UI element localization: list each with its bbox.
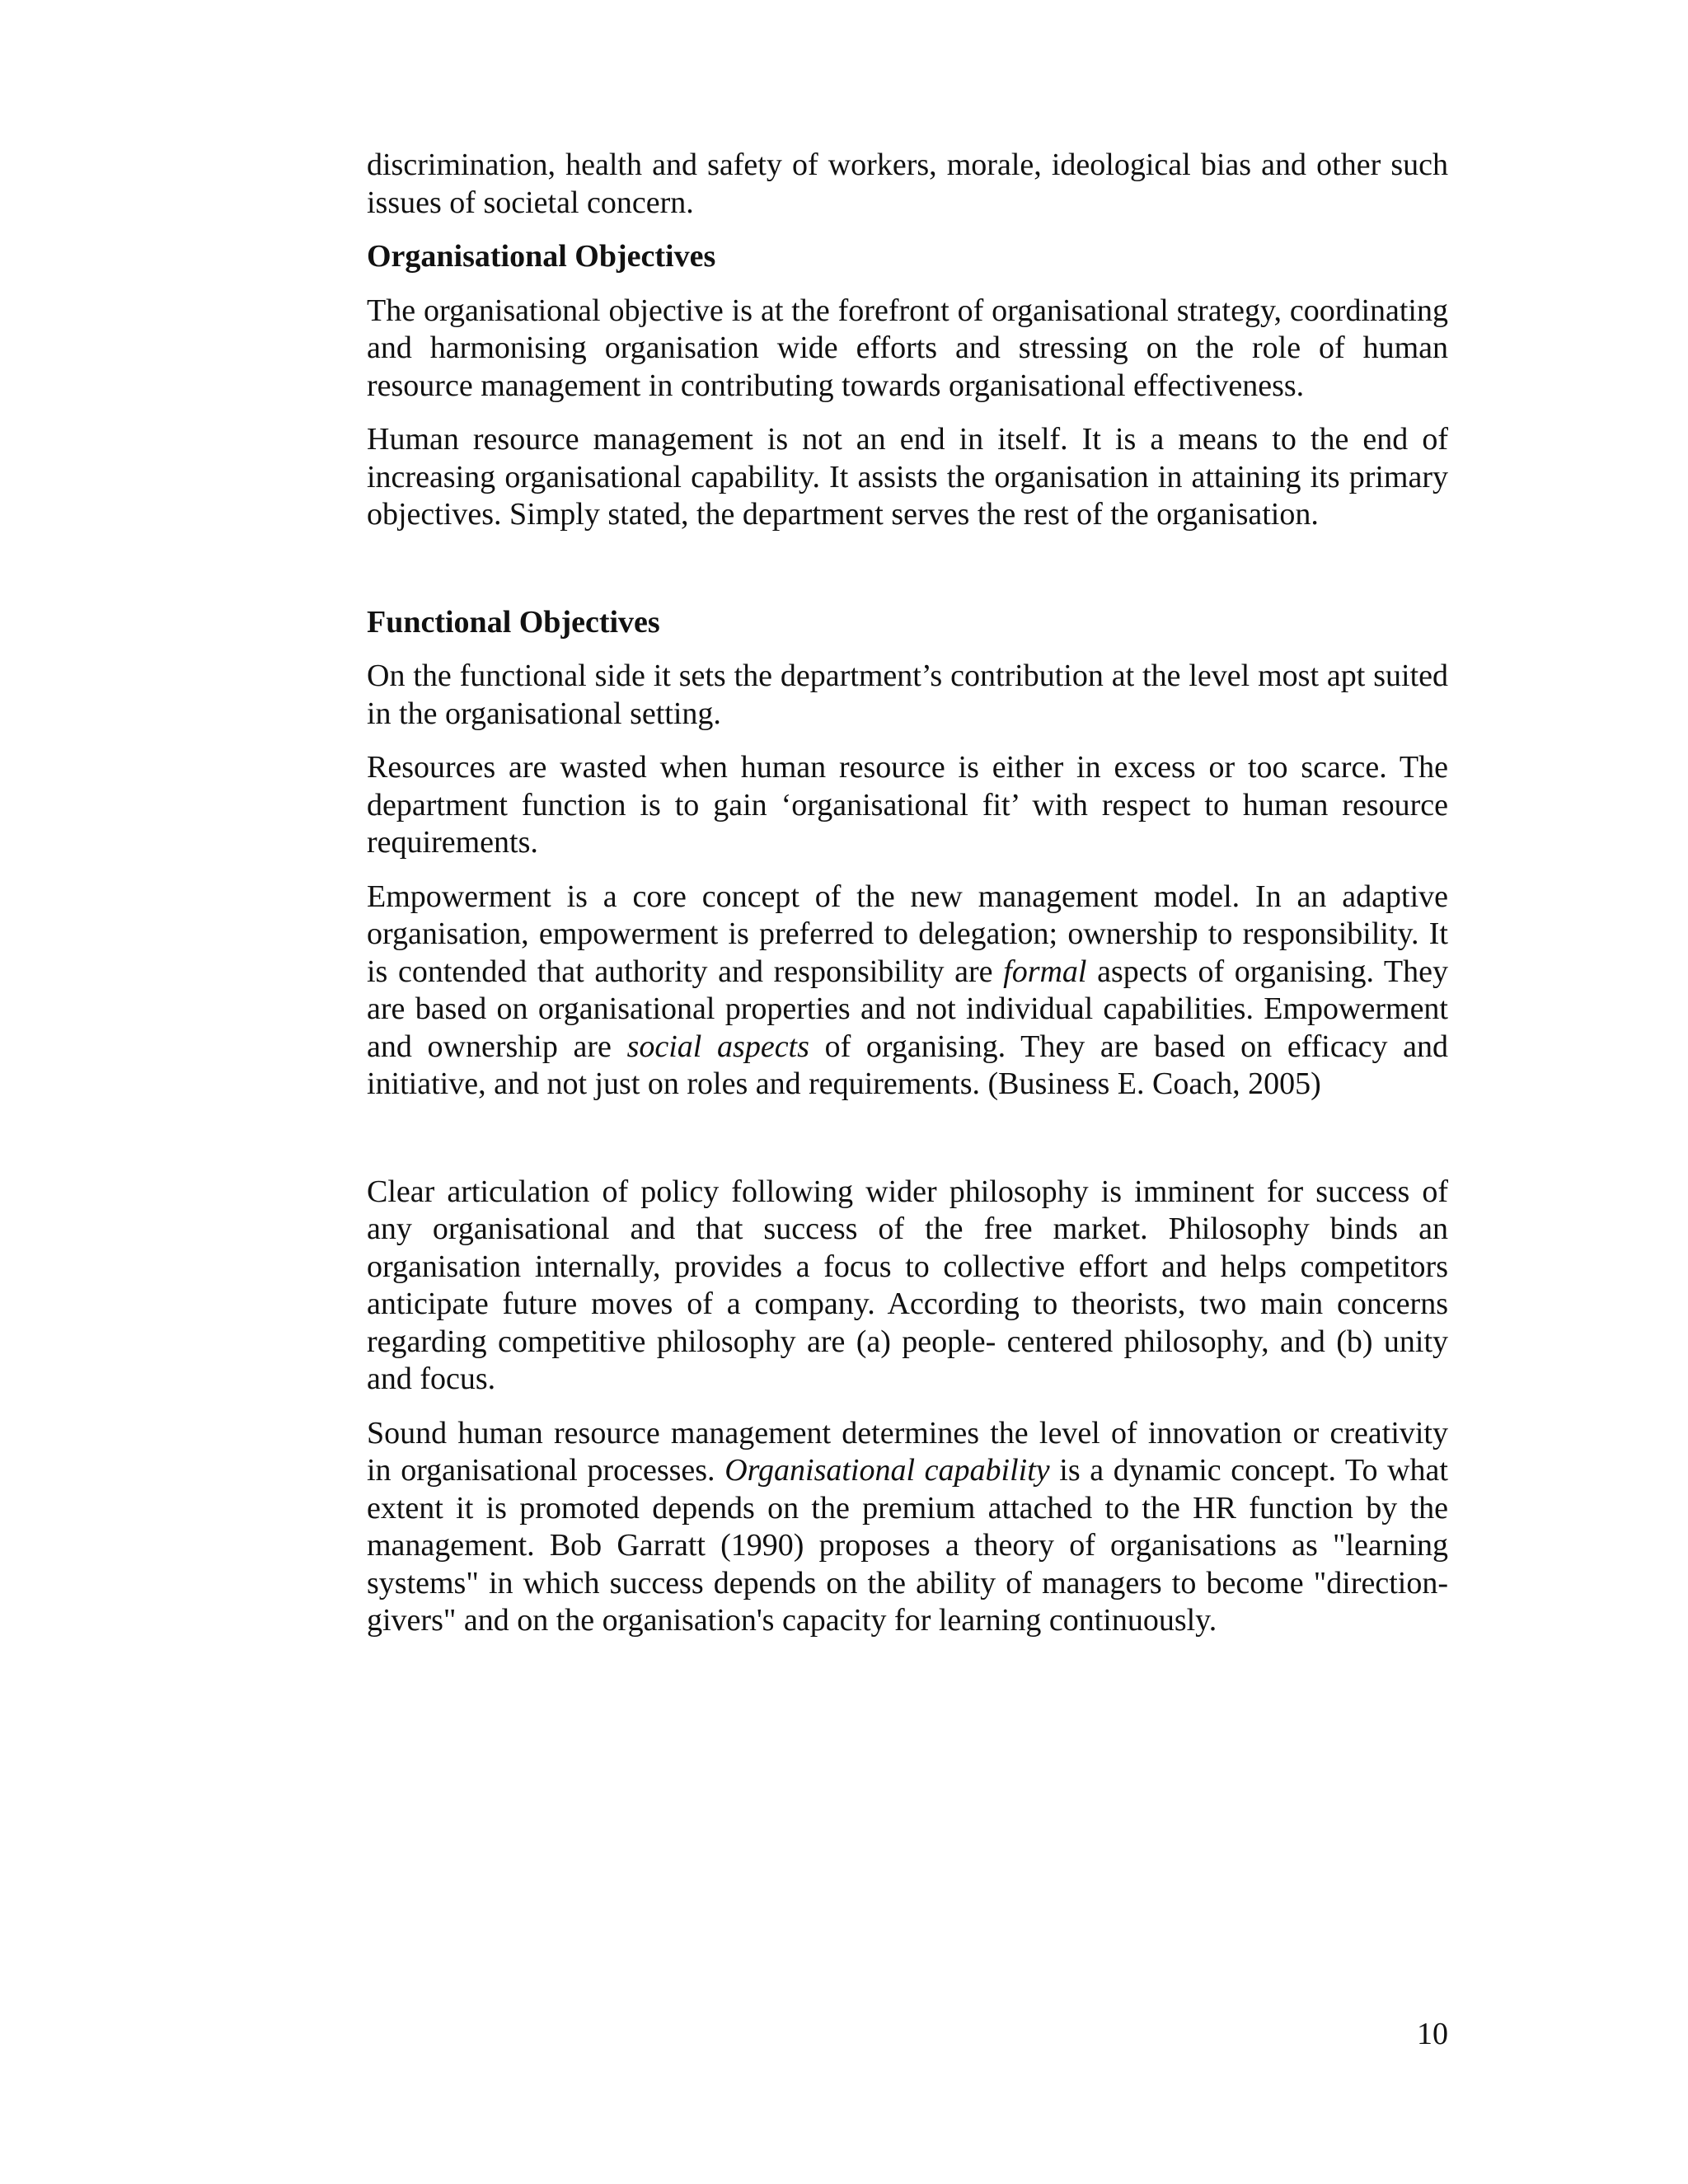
heading-functional-objectives: Functional Objectives	[367, 604, 660, 640]
paragraph-hrm-means-to-end: Human resource management is not an end in itself. It is a means to the end of increasing organisational capability. It assists the organisation in attaining its primary objectives. Simply stated, the department serves the rest of the organisation.	[367, 422, 1448, 532]
paragraph-resources-wasted: Resources are wasted when human resource is either in excess or too scarce. The department function is to gain ‘organisational fit’ with respect to human resource requirements.	[367, 750, 1448, 860]
empowerment-text-2: aspects of organising. They are based on organisational properties and not individual capabilities. Empowerment and ownership are	[367, 954, 1448, 1064]
empowerment-text-1: Empowerment is a core concept of the new management model. In an adaptive organisation, empowerment is preferred to delegation; ownership to responsibility. It is contended that authority and responsibility are	[367, 879, 1448, 989]
paragraph-organisational-objective: The organisational objective is at the forefront of organisational strategy, coordinating and harmonising organisation wide efforts and stressing on the role of human resource management in contributing towards organisational effectiveness.	[367, 293, 1448, 403]
empowerment-emphasis-formal: formal	[1003, 954, 1087, 989]
paragraph-policy-articulation: Clear articulation of policy following wider philosophy is imminent for success of any organisational and that success of the free market. Philosophy binds an organisation internally, provides a focus to collective effort and helps competitors anticipate future moves of a company. According to theorists, two main concerns regarding competitive philosophy are (a) people- centered philosophy, and (b) unity and focus.	[367, 1174, 1448, 1396]
empowerment-text-3: of organising. They are based on efficacy and initiative, and not just on roles and requirements. (Business E. Coach, 2005)	[367, 1029, 1449, 1101]
sound-hrm-emphasis-capability: Organisational capability	[724, 1453, 1050, 1488]
heading-organisational-objectives: Organisational Objectives	[367, 239, 716, 274]
page-body	[367, 147, 1448, 1640]
paragraph-empowerment	[367, 879, 1448, 1104]
paragraph-societal-concern: discrimination, health and safety of workers, morale, ideological bias and other such issues of societal concern.	[367, 148, 1448, 220]
sound-hrm-text-2: is a dynamic concept. To what extent it is promoted depends on the premium attached to the HR function by the management. Bob Garratt (1990) proposes a theory of organisations as "learning systems" in which success depends on the ability of managers to become "direction-givers" and on the organisation's capacity for learning continuously.	[367, 1453, 1448, 1638]
empowerment-emphasis-social-aspects: social aspects	[626, 1029, 809, 1064]
page-number: 10	[1417, 2017, 1448, 2051]
paragraph-sound-hrm	[367, 1415, 1448, 1640]
paragraph-functional-side: On the functional side it sets the department’s contribution at the level most apt suited in the organisational setting.	[367, 658, 1448, 731]
sound-hrm-text-1: Sound human resource management determines the level of innovation or creativity in organisational processes.	[367, 1415, 1448, 1488]
